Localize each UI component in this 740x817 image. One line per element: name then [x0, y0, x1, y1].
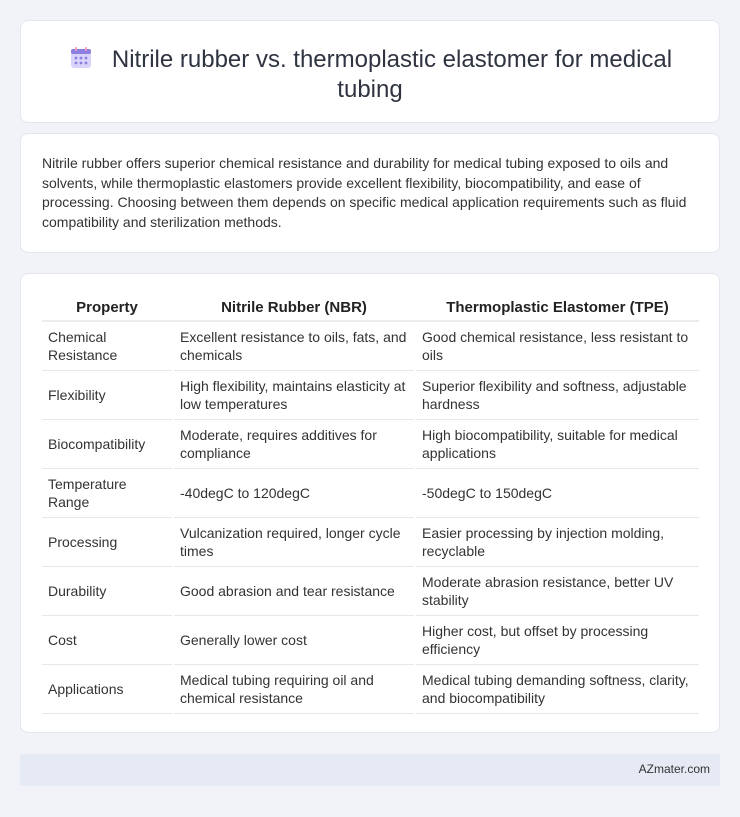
nbr-cell: Generally lower cost — [173, 615, 415, 664]
property-cell: Applications — [42, 664, 173, 713]
footer-bar — [20, 754, 720, 786]
property-cell: Chemical Resistance — [42, 321, 173, 370]
header-tpe: Thermoplastic Elastomer (TPE) — [415, 295, 699, 321]
nbr-cell: Medical tubing requiring oil and chemical resistance — [173, 664, 415, 713]
calendar-icon — [68, 46, 94, 70]
table-header-row — [42, 295, 699, 321]
table-row — [42, 370, 699, 419]
page-title: Nitrile rubber vs. thermoplastic elastomer for medical tubing — [111, 46, 673, 103]
tpe-cell: Good chemical resistance, less resistant to oils — [415, 321, 699, 370]
tpe-cell: High biocompatibility, suitable for medical applications — [415, 419, 699, 468]
title-card — [20, 20, 720, 123]
table-row — [42, 468, 699, 517]
header-property: Property — [42, 295, 173, 321]
table-row — [42, 419, 699, 468]
table-row — [42, 321, 699, 370]
nbr-cell: High flexibility, maintains elasticity at low temperatures — [173, 370, 415, 419]
header-nbr: Nitrile Rubber (NBR) — [173, 295, 415, 321]
nbr-cell: Vulcanization required, longer cycle times — [173, 517, 415, 566]
tpe-cell: Medical tubing demanding softness, clarity, and biocompatibility — [415, 664, 699, 713]
tpe-cell: Superior flexibility and softness, adjustable hardness — [415, 370, 699, 419]
table-row — [42, 517, 699, 566]
tpe-cell: Higher cost, but offset by processing efficiency — [415, 615, 699, 664]
tpe-cell: Easier processing by injection molding, recyclable — [415, 517, 699, 566]
footer-brand: AZmater.com — [638, 762, 710, 776]
table-row — [42, 566, 699, 615]
tpe-cell: -50degC to 150degC — [415, 468, 699, 517]
table-card — [20, 273, 720, 733]
property-cell: Temperature Range — [42, 468, 173, 517]
property-cell: Biocompatibility — [42, 419, 173, 468]
tpe-cell: Moderate abrasion resistance, better UV stability — [415, 566, 699, 615]
property-cell: Cost — [42, 615, 173, 664]
property-cell: Processing — [42, 517, 173, 566]
table-row — [42, 664, 699, 713]
nbr-cell: Moderate, requires additives for compliance — [173, 419, 415, 468]
comparison-table — [42, 295, 699, 714]
page-title-wrap — [21, 45, 719, 105]
intro-paragraph: Nitrile rubber offers superior chemical resistance and durability for medical tubing exposed to oils and solvents, while thermoplastic elastomers provide excellent flexibility, biocompatibility, and ease of processing. Choosing between them depends on specific medical application requirements such as fluid compatibility and sterilization methods. — [42, 155, 687, 230]
intro-card — [20, 133, 720, 253]
nbr-cell: Excellent resistance to oils, fats, and chemicals — [173, 321, 415, 370]
nbr-cell: Good abrasion and tear resistance — [173, 566, 415, 615]
table-row — [42, 615, 699, 664]
nbr-cell: -40degC to 120degC — [173, 468, 415, 517]
property-cell: Flexibility — [42, 370, 173, 419]
property-cell: Durability — [42, 566, 173, 615]
